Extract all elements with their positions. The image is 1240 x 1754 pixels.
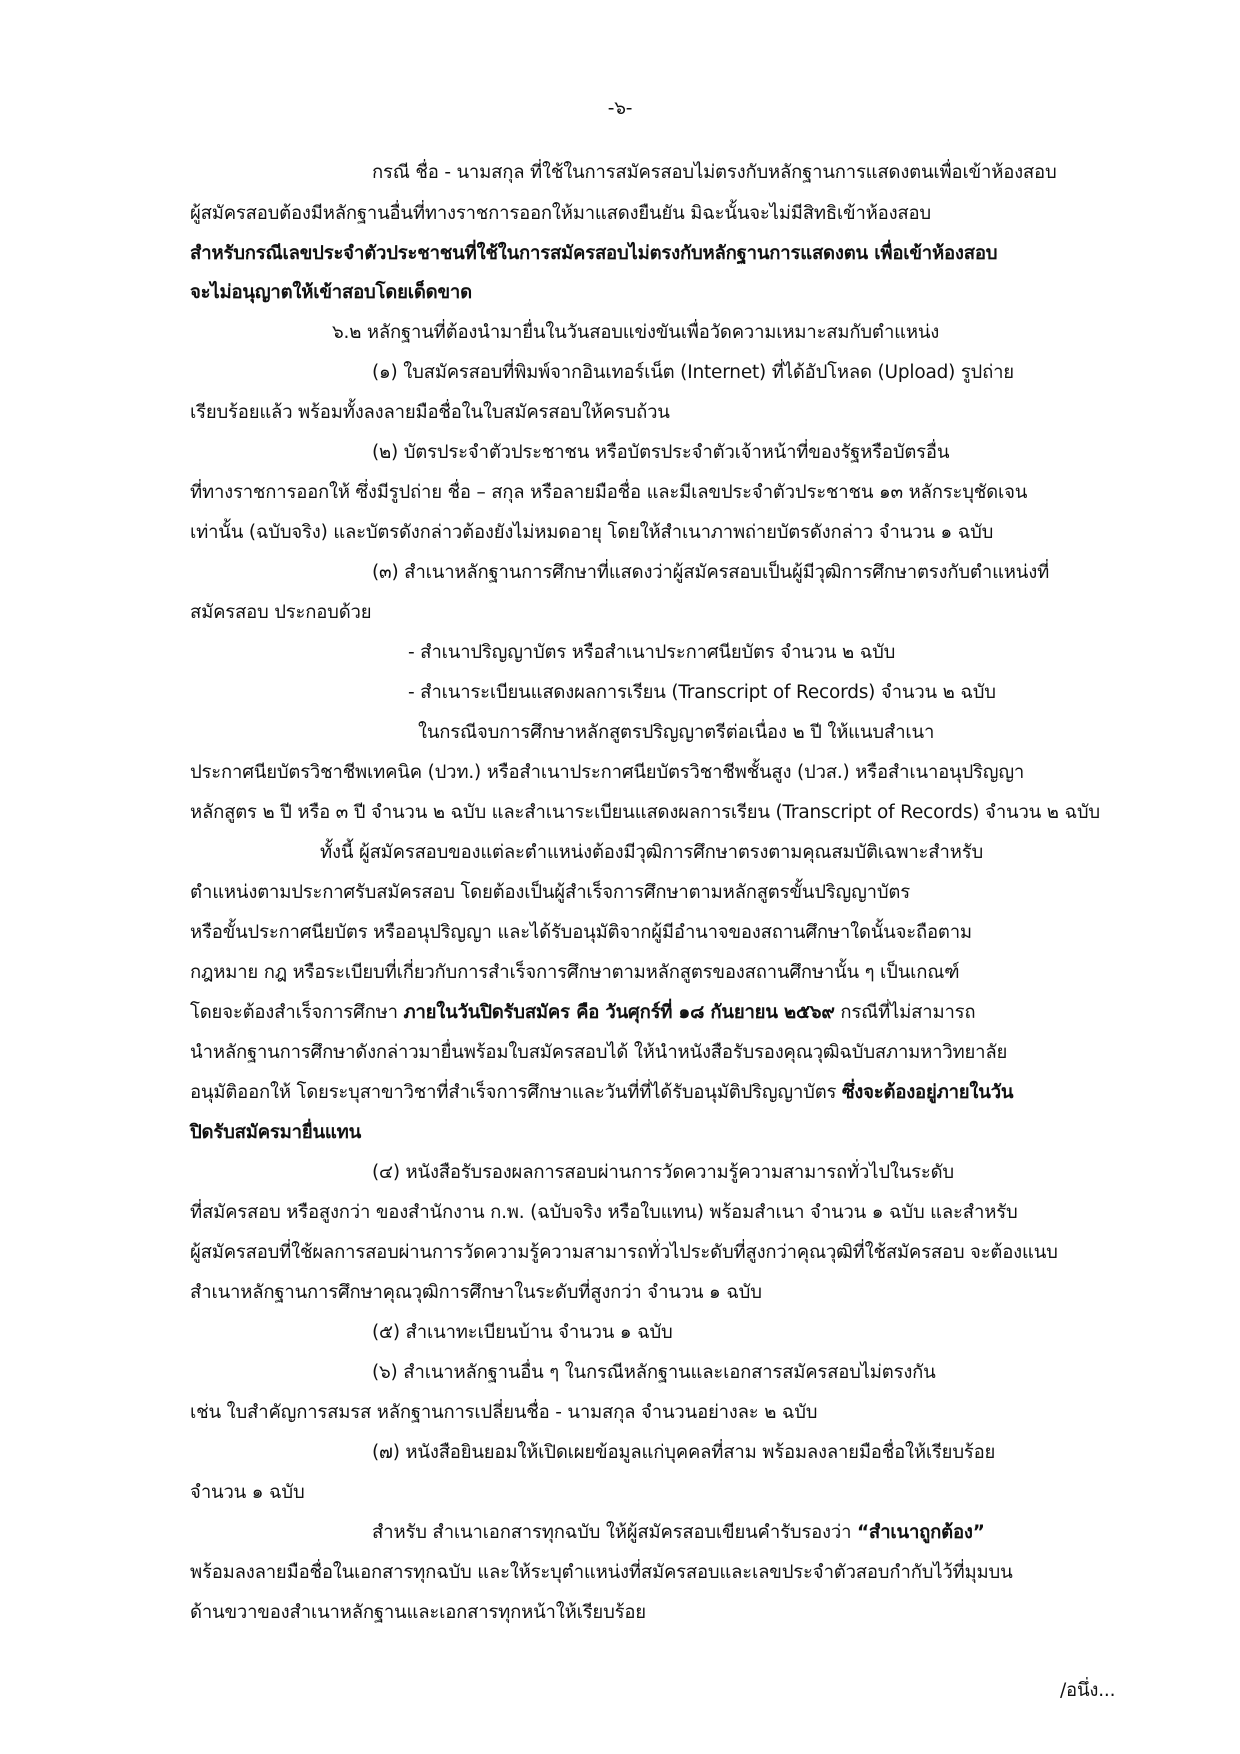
text-line <box>190 514 993 552</box>
text-run: กรณี ชื่อ - นามสกุล ที่ใช้ในการสมัครสอบไม่ตรงกับหลักฐานการแสดงตนเพื่อเข้าห้องสอบ <box>372 162 1057 183</box>
text-run: สำเนาหลักฐานการศึกษาคุณวุฒิการศึกษาในระดับที่สูงกว่า จำนวน ๑ ฉบับ <box>190 1282 762 1303</box>
text-run: ด้านขวาของสำเนาหลักฐานและเอกสารทุกหน้าให้เรียบร้อย <box>190 1602 646 1623</box>
text-line <box>190 1034 1007 1072</box>
text-line <box>332 314 939 352</box>
text-run: (๗) หนังสือยินยอมให้เปิดเผยข้อมูลแก่บุคคลที่สาม พร้อมลงลายมือชื่อให้เรียบร้อย <box>372 1442 996 1463</box>
text-line <box>190 594 371 632</box>
text-line <box>372 554 1049 592</box>
text-line <box>190 1474 305 1512</box>
bold-text-run: “สำเนาถูกต้อง” <box>856 1522 985 1543</box>
text-run: เรียบร้อยแล้ว พร้อมทั้งลงลายมือชื่อในใบสมัครสอบให้ครบถ้วน <box>190 402 670 423</box>
text-run: ตำแหน่งตามประกาศรับสมัครสอบ โดยต้องเป็นผู้สำเร็จการศึกษาตามหลักสูตรขั้นปริญญาบัตร <box>190 882 910 903</box>
text-run: หรือขั้นประกาศนียบัตร หรืออนุปริญญา และได้รับอนุมัติจากผู้มีอำนาจของสถานศึกษาใดนั้นจะถือตาม <box>190 922 972 943</box>
text-line <box>372 1154 954 1192</box>
text-line <box>190 1274 762 1312</box>
text-line <box>190 474 1027 512</box>
text-run: กรณีที่ไม่สามารถ <box>834 1002 976 1023</box>
text-line <box>190 994 975 1032</box>
text-run: สำหรับกรณีเลขประจำตัวประชาชนที่ใช้ในการสมัครสอบไม่ตรงกับหลักฐานการแสดงตน เพื่อเข้าห้องสอบ <box>190 243 998 264</box>
text-run: ผู้สมัครสอบที่ใช้ผลการสอบผ่านการวัดความรู้ความสามารถทั่วไประดับที่สูงกว่าคุณวุฒิที่ใช้สมัครสอบ จะต้องแนบ <box>190 1242 1058 1263</box>
text-line <box>372 154 1056 192</box>
text-run: สมัครสอบ ประกอบด้วย <box>190 602 372 623</box>
text-line <box>190 274 472 312</box>
text-line <box>372 1354 936 1392</box>
text-run: เช่น ใบสำคัญการสมรส หลักฐานการเปลี่ยนชื่อ - นามสกุล จำนวนอย่างละ ๒ ฉบับ <box>190 1402 818 1423</box>
text-line <box>190 1394 817 1432</box>
text-line <box>190 754 1024 792</box>
text-run: (๕) สำเนาทะเบียนบ้าน จำนวน ๑ ฉบับ <box>372 1322 673 1343</box>
text-run: หลักสูตร ๒ ปี หรือ ๓ ปี จำนวน ๒ ฉบับ และสำเนาระเบียนแสดงผลการเรียน (Transcript of Records) จำนวน ๒ ฉบับ <box>190 802 1100 823</box>
text-run: ๖.๒ หลักฐานที่ต้องนำมายื่นในวันสอบแข่งขันเพื่อวัดความเหมาะสมกับตำแหน่ง <box>332 322 940 343</box>
text-line <box>190 1234 1058 1272</box>
text-line <box>190 874 910 912</box>
text-run: ที่ทางราชการออกให้ ซึ่งมีรูปถ่าย ชื่อ – สกุล หรือลายมือชื่อ และมีเลขประจำตัวประชาชน ๑๓ หลักระบุชัดเจน <box>190 482 1028 503</box>
text-run: (๖) สำเนาหลักฐานอื่น ๆ ในกรณีหลักฐานและเอกสารสมัครสอบไม่ตรงกัน <box>372 1362 936 1383</box>
text-run: ปิดรับสมัครมายื่นแทน <box>190 1122 362 1143</box>
text-run: กฎหมาย กฎ หรือระเบียบที่เกี่ยวกับการสำเร็จการศึกษาตามหลักสูตรของสถานศึกษานั้น ๆ เป็นเกณฑ์ <box>190 962 960 983</box>
text-run: อนุมัติออกให้ โดยระบุสาขาวิชาที่สำเร็จการศึกษาและวันที่ที่ได้รับอนุมัติปริญญาบัตร <box>190 1082 842 1103</box>
continuation-note: /อนึ่ง... <box>1060 1680 1116 1701</box>
text-run: - สำเนาระเบียนแสดงผลการเรียน (Transcript of Records) จำนวน ๒ ฉบับ <box>408 682 996 703</box>
text-run: พร้อมลงลายมือชื่อในเอกสารทุกฉบับ และให้ระบุตำแหน่งที่สมัครสอบและเลขประจำตัวสอบกำกับไว้ที่มุมบน <box>190 1562 1013 1583</box>
text-run: - สำเนาปริญญาบัตร หรือสำเนาประกาศนียบัตร จำนวน ๒ ฉบับ <box>408 642 896 663</box>
text-line <box>190 1194 1018 1232</box>
text-line <box>190 1074 1013 1112</box>
text-run: จำนวน ๑ ฉบับ <box>190 1482 305 1503</box>
text-run: ผู้สมัครสอบต้องมีหลักฐานอื่นที่ทางราชการออกให้มาแสดงยืนยัน มิฉะนั้นจะไม่มีสิทธิเข้าห้องสอบ <box>190 203 931 224</box>
text-line <box>372 1314 673 1352</box>
text-line <box>190 1114 361 1152</box>
text-line <box>190 195 931 233</box>
text-line <box>190 914 972 952</box>
text-line <box>190 235 997 273</box>
bold-text-run: ซึ่งจะต้องอยู่ภายในวัน <box>841 1082 1014 1103</box>
text-run: ทั้งนี้ ผู้สมัครสอบของแต่ละตำแหน่งต้องมีวุฒิการศึกษาตรงตามคุณสมบัติเฉพาะสำหรับ <box>320 842 984 863</box>
text-run: จะไม่อนุญาตให้เข้าสอบโดยเด็ดขาด <box>190 282 472 303</box>
text-run: โดยจะต้องสำเร็จการศึกษา <box>190 1002 404 1023</box>
text-line <box>320 834 983 872</box>
text-run: ในกรณีจบการศึกษาหลักสูตรปริญญาตรีต่อเนื่อง ๒ ปี ให้แนบสำเนา <box>418 722 935 743</box>
text-line <box>190 794 1100 832</box>
text-run: (๒) บัตรประจำตัวประชาชน หรือบัตรประจำตัวเจ้าหน้าที่ของรัฐหรือบัตรอื่น <box>372 442 950 463</box>
text-run: (๑) ใบสมัครสอบที่พิมพ์จากอินเทอร์เน็ต (Internet) ที่ได้อัปโหลด (Upload) รูปถ่าย <box>372 362 1014 383</box>
bold-text-run: ภายในวันปิดรับสมัคร คือ วันศุกร์ที่ ๑๘ กันยายน ๒๕๖๙ <box>403 1002 835 1023</box>
text-line <box>190 1554 1013 1592</box>
text-line <box>190 1594 646 1632</box>
text-run: สำหรับ สำเนาเอกสารทุกฉบับ ให้ผู้สมัครสอบเขียนคำรับรองว่า <box>372 1522 857 1543</box>
text-line <box>408 674 996 712</box>
text-run: นำหลักฐานการศึกษาดังกล่าวมายื่นพร้อมใบสมัครสอบได้ ให้นำหนังสือรับรองคุณวุฒิฉบับสภามหาวิทยาลัย <box>190 1042 1008 1063</box>
text-run: ประกาศนียบัตรวิชาชีพเทคนิค (ปวท.) หรือสำเนาประกาศนียบัตรวิชาชีพชั้นสูง (ปวส.) หรือสำเนาอนุปริญญา <box>190 762 1025 783</box>
text-line <box>408 634 895 672</box>
page-number: -๖- <box>607 98 633 119</box>
text-line <box>372 1514 985 1552</box>
text-run: ที่สมัครสอบ หรือสูงกว่า ของสำนักงาน ก.พ. (ฉบับจริง หรือใบแทน) พร้อมสำเนา จำนวน ๑ ฉบับ และสำหรับ <box>190 1202 1018 1223</box>
text-run: (๔) หนังสือรับรองผลการสอบผ่านการวัดความรู้ความสามารถทั่วไปในระดับ <box>372 1162 954 1183</box>
text-run: (๓) สำเนาหลักฐานการศึกษาที่แสดงว่าผู้สมัครสอบเป็นผู้มีวุฒิการศึกษาตรงกับตำแหน่งที่ <box>372 562 1050 583</box>
text-line <box>190 954 959 992</box>
text-line <box>418 714 934 752</box>
text-line <box>372 1434 995 1472</box>
text-run: เท่านั้น (ฉบับจริง) และบัตรดังกล่าวต้องยังไม่หมดอายุ โดยให้สำเนาภาพถ่ายบัตรดังกล่าว จำนวน ๑ ฉบับ <box>190 522 994 543</box>
text-line <box>372 354 1014 392</box>
text-line <box>190 394 670 432</box>
text-line <box>372 434 949 472</box>
